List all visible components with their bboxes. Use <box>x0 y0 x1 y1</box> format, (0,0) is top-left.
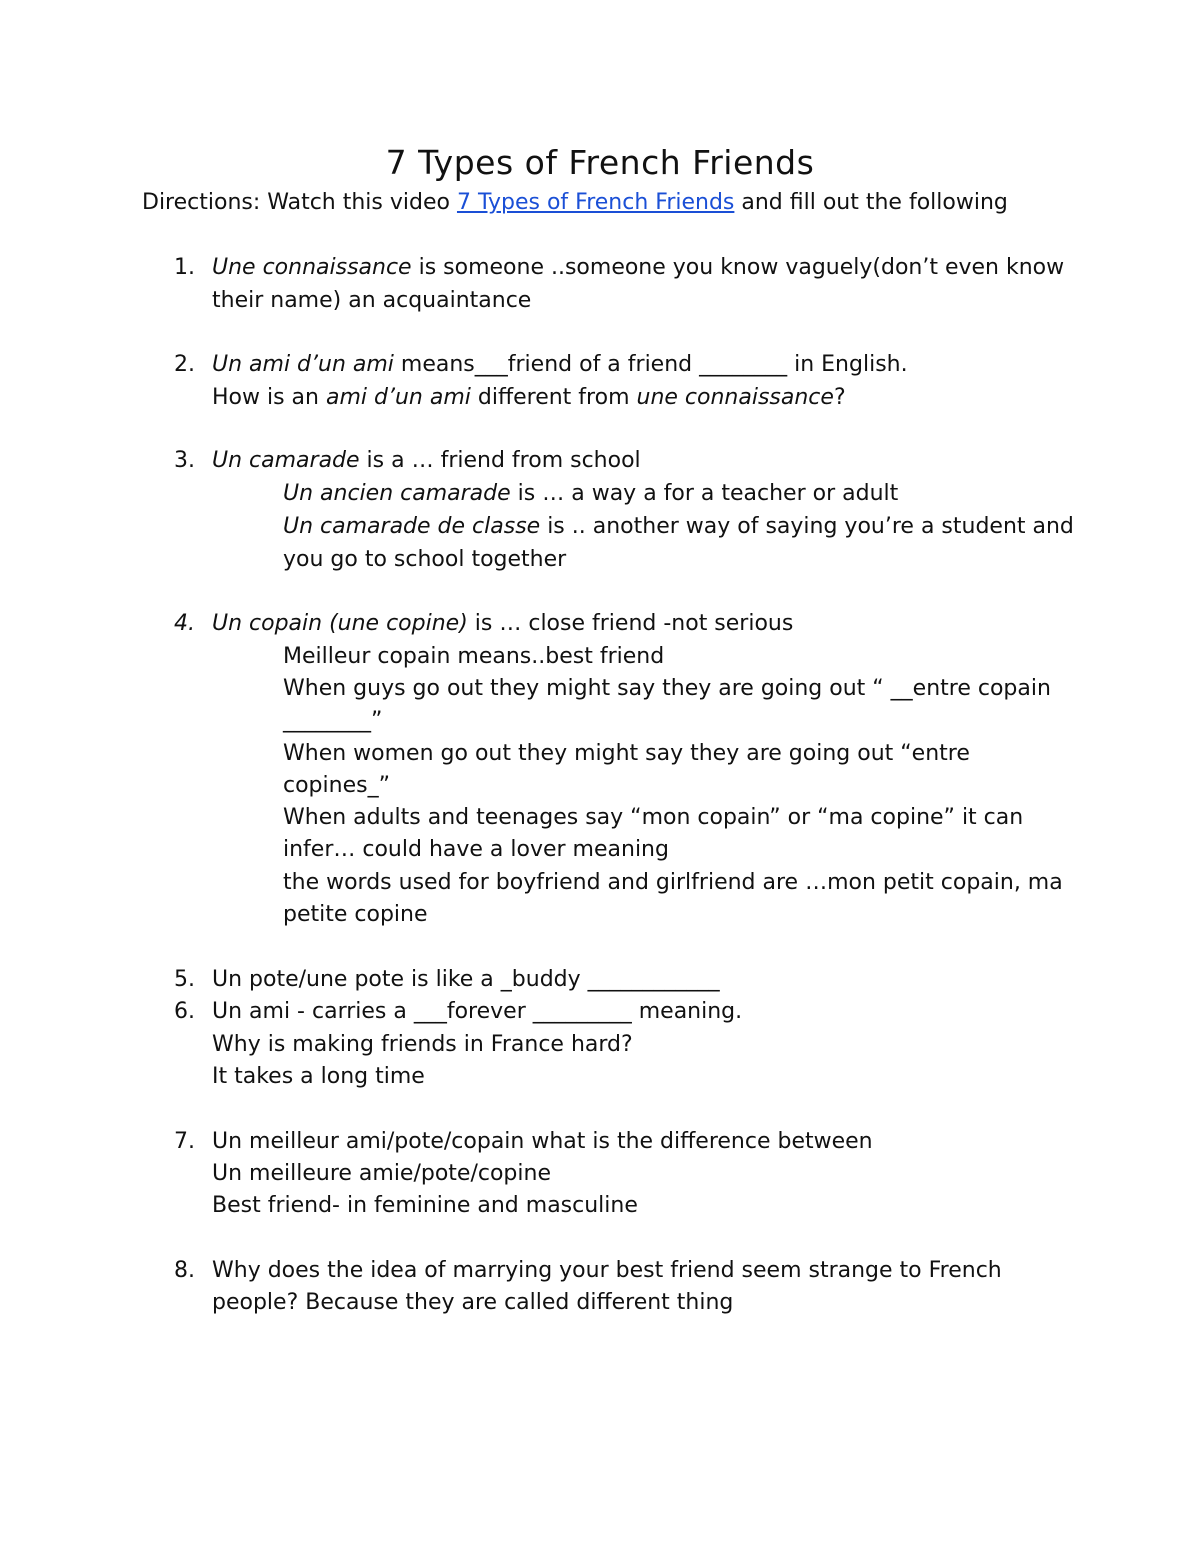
q3-answer: is a … friend from school <box>359 448 641 473</box>
question-number-7: 7. <box>174 1129 195 1154</box>
video-link[interactable]: 7 Types of French Friends <box>456 190 735 215</box>
q2-sub-term-2: une connaissance <box>636 385 834 410</box>
question-number-4: 4. <box>174 611 195 636</box>
q2-term: Un ami d’un ami <box>212 352 394 377</box>
q4-line: Meilleur copain means..best friend <box>283 644 665 669</box>
q6-subquestion: Why is making friends in France hard? <box>212 1032 633 1057</box>
q4-line: ________” <box>283 708 383 733</box>
q4-line: infer… could have a lover meaning <box>283 837 669 862</box>
q3-sub1-term: Un ancien camarade <box>283 481 511 506</box>
question-number-8: 8. <box>174 1258 195 1283</box>
question-number-1: 1. <box>174 255 195 280</box>
q4-line: When adults and teenages say “mon copain” or “ma copine” it can <box>283 805 1024 830</box>
q4-term: Un copain (une copine) <box>212 611 468 636</box>
directions <box>142 188 1008 218</box>
q3-sub-2 <box>283 512 1074 542</box>
q1-term: Une connaissance <box>212 255 412 280</box>
q3-sub-2-cont: you go to school together <box>283 547 567 572</box>
q2-sub-text-a: How is an <box>212 385 326 410</box>
question-4 <box>212 609 793 639</box>
question-7: Un meilleur ami/pote/copain what is the difference between <box>212 1129 873 1154</box>
q6-answer: It takes a long time <box>212 1064 425 1089</box>
question-number-3: 3. <box>174 448 195 473</box>
q1-answer-cont: their name) an acquaintance <box>212 288 532 313</box>
q3-term: Un camarade <box>212 448 360 473</box>
q3-sub2-term: Un camarade de classe <box>283 514 541 539</box>
question-1 <box>212 253 1064 283</box>
q2-sub-text-b: different from <box>470 385 637 410</box>
directions-suffix: and fill out the following <box>734 190 1008 215</box>
q3-sub-1 <box>283 479 898 509</box>
question-number-6: 6. <box>174 999 195 1024</box>
question-5: Un pote/une pote is like a _buddy ____________ <box>212 967 720 992</box>
q2-subquestion <box>212 383 846 413</box>
q1-answer: is someone ..someone you know vaguely(don’t even know <box>411 255 1065 280</box>
question-6: Un ami - carries a ___forever _________ meaning. <box>212 999 743 1024</box>
question-8: Why does the idea of marrying your best friend seem strange to French <box>212 1258 1002 1283</box>
q4-answer: is … close friend -not serious <box>467 611 794 636</box>
q7-line-2: Un meilleure amie/pote/copine <box>212 1161 551 1186</box>
q3-sub1-answer: is … a way a for a teacher or adult <box>510 481 899 506</box>
q7-answer: Best friend- in feminine and masculine <box>212 1193 638 1218</box>
question-2 <box>212 350 908 380</box>
question-number-2: 2. <box>174 352 195 377</box>
directions-prefix: Directions: Watch this video <box>142 190 457 215</box>
q8-answer: people? Because they are called different thing <box>212 1290 734 1315</box>
page-title: 7 Types of French Friends <box>385 143 815 182</box>
q4-line: copines_” <box>283 773 390 798</box>
q2-sub-term-1: ami d’un ami <box>325 385 471 410</box>
q3-sub2-answer: is .. another way of saying you’re a student and <box>540 514 1074 539</box>
q2-answer: means___friend of a friend ________ in English. <box>393 352 908 377</box>
q4-line: When women go out they might say they are going out “entre <box>283 741 970 766</box>
question-number-5: 5. <box>174 967 195 992</box>
q2-sub-text-c: ? <box>833 385 846 410</box>
question-3 <box>212 446 641 476</box>
q4-line: When guys go out they might say they are going out “ __entre copain <box>283 676 1051 701</box>
q4-line: petite copine <box>283 902 428 927</box>
q4-line: the words used for boyfriend and girlfriend are …mon petit copain, ma <box>283 870 1063 895</box>
